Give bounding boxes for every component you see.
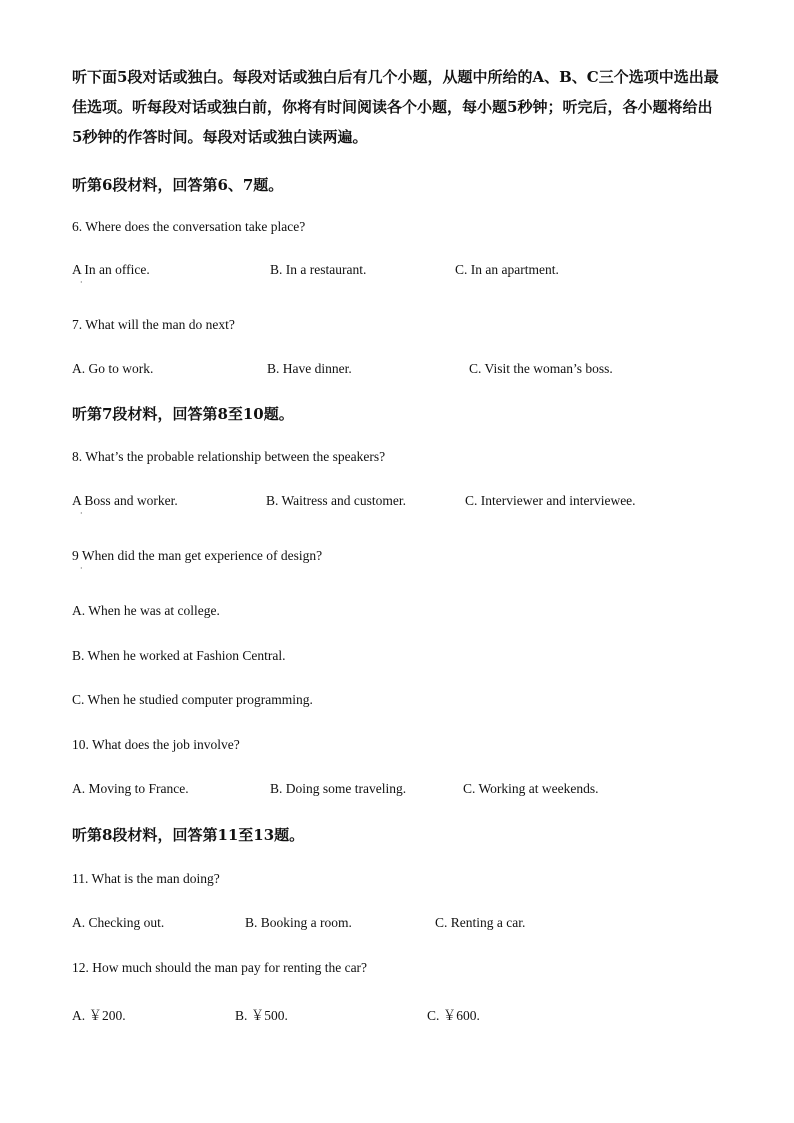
question-7: 7. What will the man do next? [72, 317, 235, 332]
q10-option-b: B. Doing some traveling. [270, 781, 407, 796]
question-6: 6. Where does the conversation take place? [72, 219, 306, 234]
q10-option-a: A. Moving to France. [72, 781, 189, 796]
q11-option-b: B. Booking a room. [245, 915, 352, 930]
dot-mark: · [80, 564, 83, 573]
q10-option-c: C. Working at weekends. [463, 781, 599, 796]
question-8: 8. What’s the probable relationship between the speakers? [72, 449, 386, 464]
dot-mark: · [80, 278, 83, 287]
q9-option-c: C. When he studied computer programming. [72, 692, 313, 707]
dot-mark: · [80, 509, 83, 518]
q6-option-b: B. In a restaurant. [270, 262, 367, 277]
q9-option-a: A. When he was at college. [72, 603, 220, 618]
q6-option-a: A In an office. [72, 262, 150, 277]
q8-option-a: A Boss and worker. [72, 493, 178, 508]
q9-option-b: B. When he worked at Fashion Central. [72, 648, 286, 663]
q12-option-b: B. ￥500. [235, 1008, 288, 1023]
q8-option-c: C. Interviewer and interviewee. [465, 493, 636, 508]
question-11: 11. What is the man doing? [72, 871, 220, 886]
q6-option-c: C. In an apartment. [455, 262, 559, 277]
instructions-paragraph: 听下面5段对话或独白。每段对话或独白后有几个小题，从题中所给的A、B、C三个选项中选出最佳选项。听每段对话或独白前，你将有时间阅读各个小题，每小题5秒钟；听完后，各小题将给出5秒钟的作答时间。每段对话或独白读两遍。 [72, 68, 719, 146]
question-10: 10. What does the job involve? [72, 737, 240, 752]
q7-option-c: C. Visit the woman’s boss. [469, 361, 613, 376]
q8-option-b: B. Waitress and customer. [266, 493, 407, 508]
q12-option-a: A. ￥200. [72, 1008, 126, 1023]
q12-option-c: C. ￥600. [427, 1008, 480, 1023]
q7-option-b: B. Have dinner. [267, 361, 352, 376]
question-9: 9 When did the man get experience of design? [72, 548, 323, 563]
q7-option-a: A. Go to work. [72, 361, 154, 376]
section-6-header: 听第6段材料，回答第6、7题。 [72, 176, 284, 194]
section-8-header: 听第8段材料，回答第11至13题。 [72, 826, 305, 844]
question-12: 12. How much should the man pay for renting the car? [72, 960, 368, 975]
q11-option-a: A. Checking out. [72, 915, 165, 930]
section-7-header: 听第7段材料，回答第8至10题。 [72, 405, 294, 423]
q11-option-c: C. Renting a car. [435, 915, 526, 930]
